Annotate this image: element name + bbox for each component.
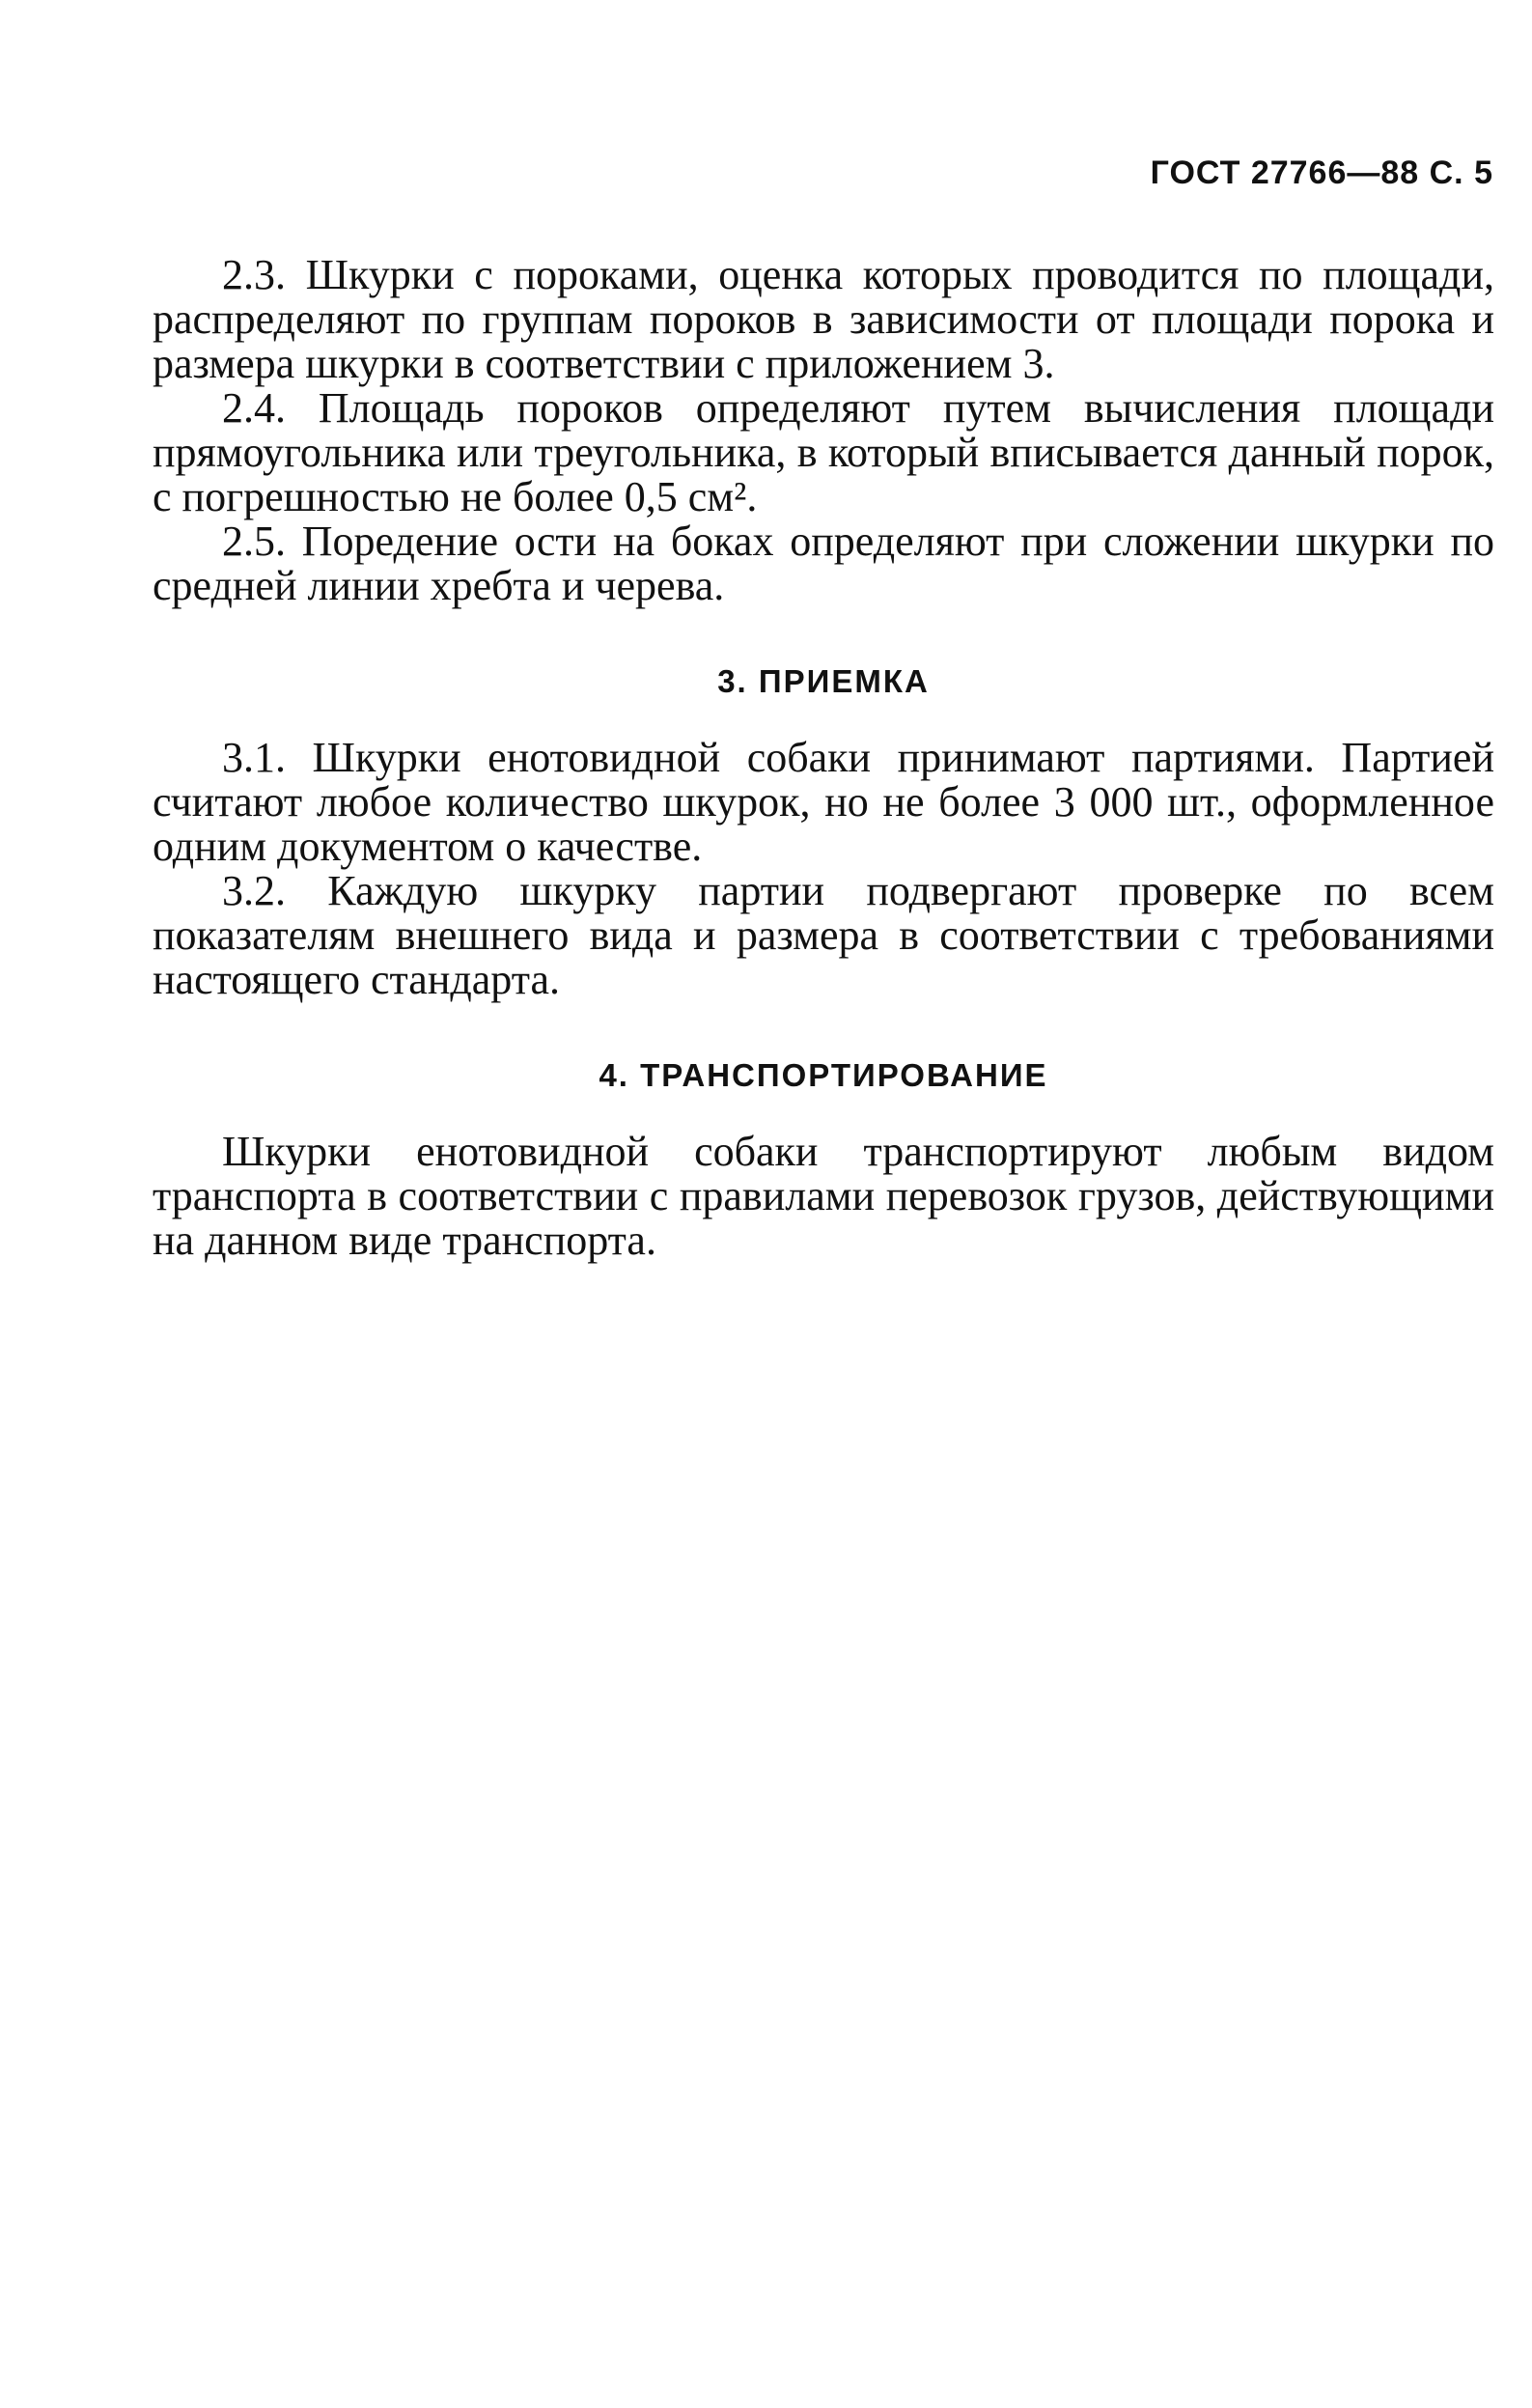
paragraph-3-1: 3.1. Шкурки енотовидной собаки принимают партиями. Партией считают любое количество шкурок, но не более 3 000 шт., оформленное одним документом о качестве.	[153, 734, 1494, 870]
paragraph-2-3: 2.3. Шкурки с пороками, оценка которых проводится по площади, распределяют по группам пороков в зависимости от площади порока и размера шкурки в соответствии с приложением 3.	[153, 251, 1494, 387]
document-body	[153, 253, 1494, 1263]
page-running-title: ГОСТ 27766—88 С. 5	[1150, 154, 1493, 191]
paragraph-3-2: 3.2. Каждую шкурку партии подвергают проверке по всем показателям внешнего вида и размера в соответствии с требованиями настоящего стандарта.	[153, 867, 1494, 1003]
paragraph-2-4: 2.4. Площадь пороков определяют путем вычисления площади прямоугольника или треугольника, в который вписывается данный порок, с погрешностью не более 0,5 см².	[153, 384, 1494, 520]
paragraph-2-5: 2.5. Поредение ости на боках определяют при сложении шкурки по средней линии хребта и черева.	[153, 518, 1494, 609]
section-title-transportation: 4. ТРАНСПОРТИРОВАНИЕ	[599, 1057, 1048, 1093]
section-title-acceptance: 3. ПРИЕМКА	[717, 663, 930, 699]
paragraph-4: Шкурки енотовидной собаки транспортируют любым видом транспорта в соответствии с правилами перевозок грузов, действующими на данном виде транспорта.	[153, 1128, 1494, 1264]
